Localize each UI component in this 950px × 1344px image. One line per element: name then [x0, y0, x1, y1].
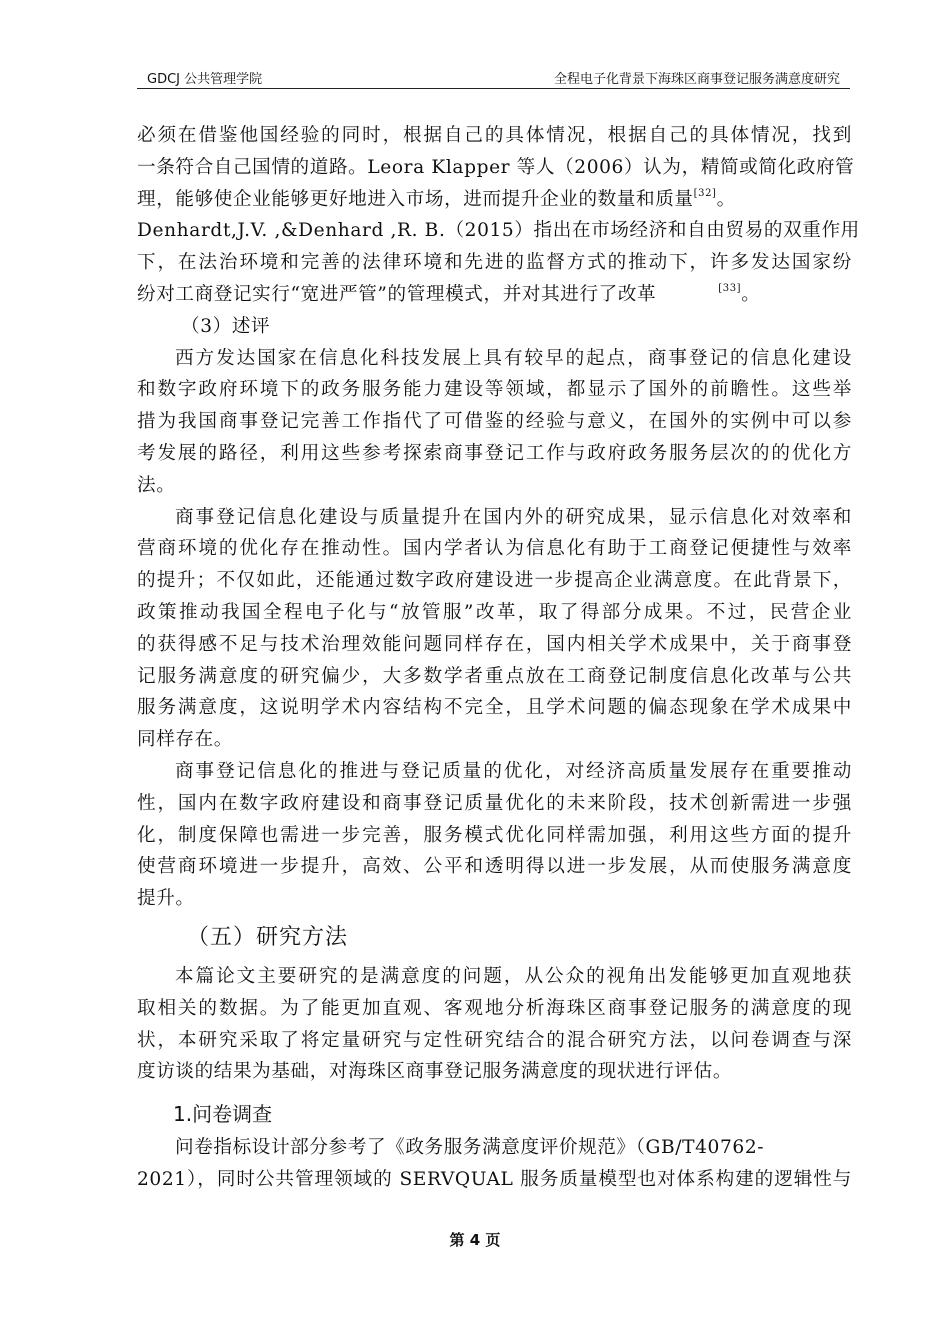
text-line	[137, 184, 852, 216]
text-line: 状，本研究采取了将定量研究与定性研究结合的混合研究方法，以问卷调查与深	[137, 1029, 852, 1051]
text-line: 商事登记信息化的推进与登记质量的优化，对经济高质量发展存在重要推动	[175, 760, 852, 782]
page-number: 第 4 页	[449, 1231, 501, 1249]
text-line: 的获得感不足与技术治理效能问题同样存在，国内相关学术成果中，关于商事登	[137, 633, 852, 655]
header-institution: GDCJ 公共管理学院	[147, 72, 263, 87]
text-line: 考发展的路径，利用这些参考探索商事登记工作与政府政务服务层次的的优化方	[137, 442, 852, 464]
text-line: 营商环境的优化存在推动性。国内学者认为信息化有助于工商登记便捷性与效率	[137, 538, 852, 560]
text-line: 一条符合自己国情的道路。Leora Klapper 等人（2006）认为，精简或简化政府管	[137, 156, 855, 178]
text-line: 记服务满意度的研究偏少，大多数学者重点放在工商登记制度信息化改革与公共	[137, 665, 852, 687]
text-line: 政策推动我国全程电子化与“放管服”改革，取了得部分成果。不过，民营企业	[137, 601, 852, 623]
text-line: 度访谈的结果为基础，对海珠区商事登记服务满意度的现状进行评估。	[137, 1061, 733, 1083]
text-line: 的提升；不仅如此，还能通过数字政府建设进一步提高企业满意度。在此背景下，	[137, 570, 852, 592]
text-line: 本篇论文主要研究的是满意度的问题，从公众的视角出发能够更加直观地获	[175, 965, 852, 987]
text-line: 问卷指标设计部分参考了《政务服务满意度评价规范》（GB/T40762-	[175, 1137, 765, 1159]
text-line: 性，国内在数字政府建设和商事登记质量优化的未来阶段，技术创新需进一步强	[137, 792, 852, 814]
text-span: 。	[716, 188, 736, 210]
text-line: 2021），同时公共管理领域的 SERVQUAL 服务质量模型也对体系构建的逻辑性与	[137, 1168, 852, 1190]
text-line: 西方发达国家在信息化科技发展上具有较早的起点，商事登记的信息化建设	[175, 347, 852, 369]
body-text	[137, 120, 860, 1196]
section-heading-research-methods: （五）研究方法	[187, 924, 349, 950]
text-line: 和数字政府环境下的政务服务能力建设等领域，都显示了国外的前瞻性。这些举	[137, 379, 852, 401]
text-line: 提升。	[137, 888, 195, 910]
text-line: 使营商环境进一步提升，高效、公平和透明得以进一步发展，从而使服务满意度	[137, 856, 852, 878]
text-line: 下，在法治环境和完善的法律环境和先进的监督方式的推动下，许多发达国家纷	[137, 252, 852, 274]
text-line: 措为我国商事登记完善工作指代了可借鉴的经验与意义，在国外的实例中可以参	[137, 411, 852, 433]
subsection-heading: （3）述评	[181, 315, 271, 337]
text-line: 化，制度保障也需进一步完善，服务模式优化同样需加强，利用这些方面的提升	[137, 824, 852, 846]
citation-32: [32]	[693, 187, 717, 199]
text-line: 必须在借鉴他国经验的同时，根据自己的具体情况，根据自己的具体情况，找到	[137, 125, 852, 146]
section-heading-questionnaire: 1.问卷调查	[173, 1102, 273, 1127]
text-span: 。	[741, 283, 761, 305]
text-line	[137, 279, 852, 311]
text-line: 服务满意度，这说明学术内容结构不完全，且学术问题的偏态现象在学术成果中	[137, 697, 852, 719]
text-line: 取相关的数据。为了能更加直观、客观地分析海珠区商事登记服务的满意度的现	[137, 997, 852, 1019]
text-span: 纷对工商登记实行“宽进严管”的管理模式，并对其进行了改革	[137, 283, 657, 305]
citation-33: [33]	[718, 282, 742, 294]
text-line: 同样存在。	[137, 729, 233, 751]
page-header	[137, 66, 850, 89]
text-span: 理，能够使企业能够更好地进入市场，进而提升企业的数量和质量	[137, 188, 694, 210]
text-line: 商事登记信息化建设与质量提升在国内外的研究成果，显示信息化对效率和	[175, 506, 852, 528]
text-line: 法。	[137, 474, 176, 496]
text-line: Denhardt,J.V. ,&Denhard ,R. B.（2015）指出在市场经济和自由贸易的双重作用	[137, 220, 860, 242]
header-thesis-title: 全程电子化背景下海珠区商事登记服务满意度研究	[553, 72, 840, 87]
